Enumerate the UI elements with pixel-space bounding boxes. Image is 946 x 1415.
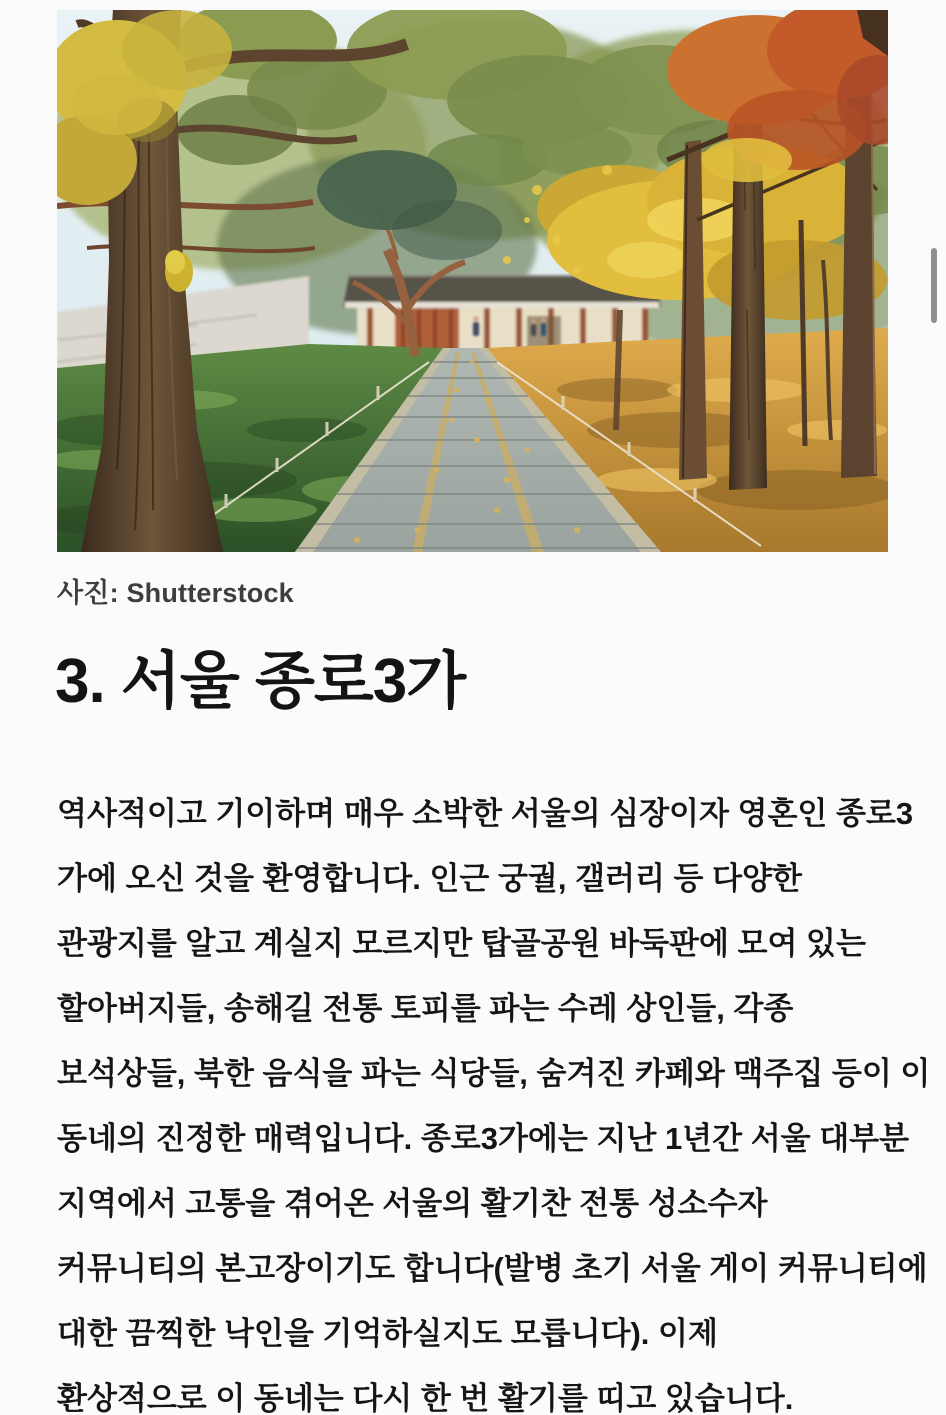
body-line: 관광지를 알고 계실지 모르지만 탑골공원 바둑판에 모여 있는 [57, 926, 866, 961]
body-line: 할아버지들, 송해길 전통 토피를 파는 수레 상인들, 각종 [57, 991, 794, 1026]
body-line: 커뮤니티의 본고장이기도 합니다(발병 초기 서울 게이 커뮤니티에 [57, 1251, 928, 1286]
body-line: 보석상들, 북한 음식을 파는 식당들, 숨겨진 카페와 맥주집 등이 이 [57, 1056, 931, 1091]
autumn-park-photo-illustration [57, 10, 888, 552]
body-line: 가에 오신 것을 환영합니다. 인근 궁궐, 갤러리 등 다양한 [57, 861, 802, 896]
body-line: 환상적으로 이 동네는 다시 한 번 활기를 띠고 있습니다. [57, 1381, 794, 1415]
article-body [57, 781, 931, 1415]
scrollbar-thumb[interactable] [931, 248, 937, 323]
autumn-park-photo [57, 10, 888, 552]
body-line: 동네의 진정한 매력입니다. 종로3가에는 지난 1년간 서울 대부분 [57, 1121, 910, 1156]
body-line: 대한 끔찍한 낙인을 기억하실지도 모릅니다). 이제 [57, 1316, 718, 1351]
section-heading: 3. 서울 종로3가 [55, 647, 466, 716]
photo-credit: 사진: Shutterstock [57, 578, 294, 608]
body-line: 지역에서 고통을 겪어온 서울의 활기찬 전통 성소수자 [57, 1186, 768, 1221]
body-line: 역사적이고 기이하며 매우 소박한 서울의 심장이자 영혼인 종로3 [57, 796, 914, 831]
